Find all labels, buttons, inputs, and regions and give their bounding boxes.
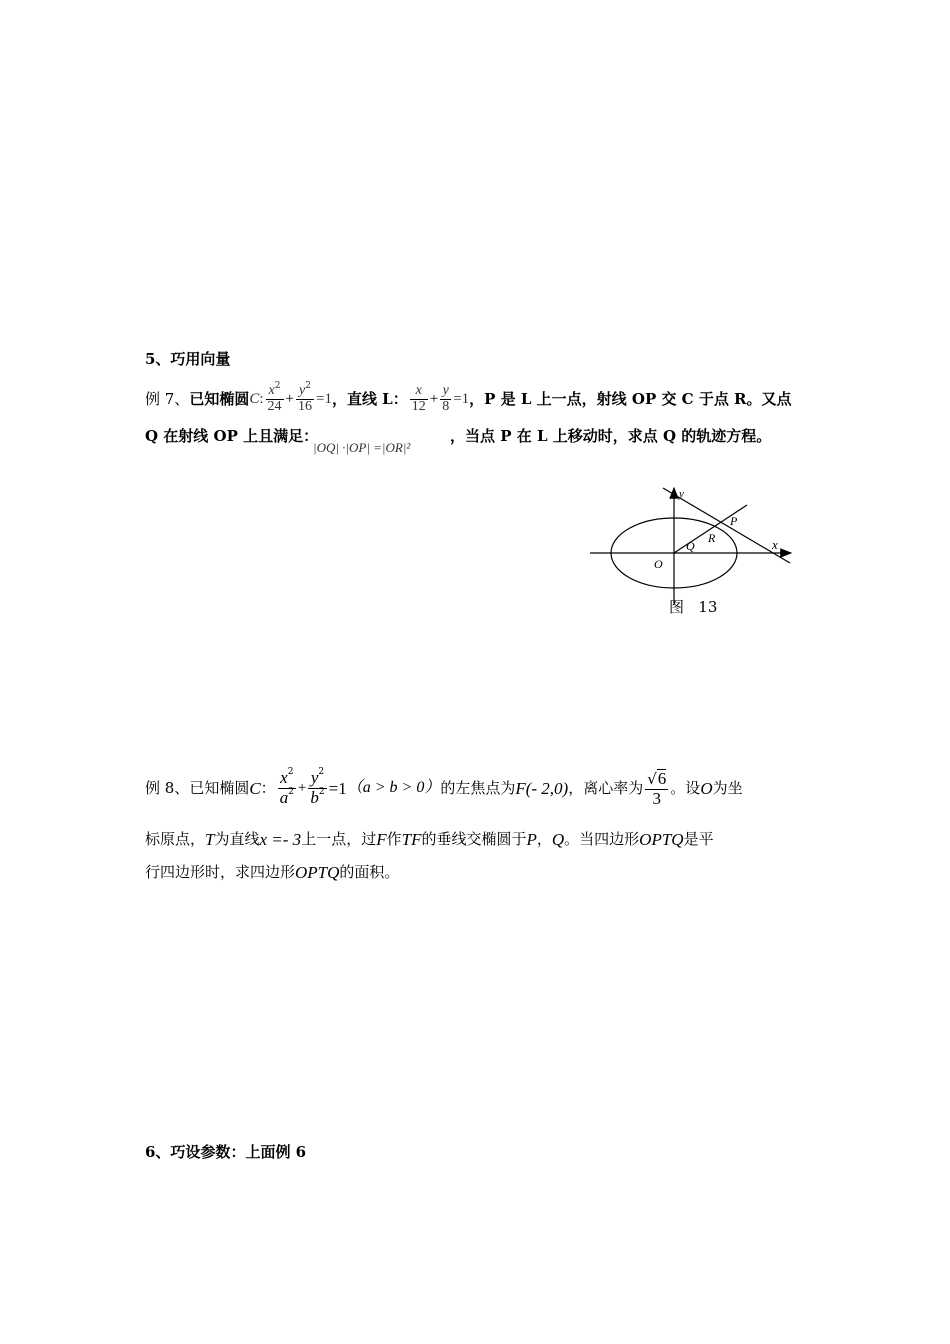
example-8-line-3 [145,861,399,883]
point-t: T [205,829,215,849]
left-focus: F(- 2,0) [515,778,569,798]
text: 标原点， [145,829,206,848]
plus-sign-2: + [429,390,439,407]
plus-sign: + [285,390,294,407]
point-f: F [376,829,387,849]
equals-one: =1 [315,390,332,407]
example-8-line-1 [145,764,743,812]
denominator: 12 [411,398,426,414]
label-p: P [730,514,738,528]
example-7-line-1 [145,378,792,420]
origin-var: O [700,778,713,798]
parameter-condition: （a > b > 0） [346,779,441,796]
example-8-text-4: 。设 [670,778,701,797]
label-o: O [654,557,663,571]
example-7-line-2-start: Q 在射线 OP 上且满足： [145,427,319,445]
label-x: x [772,537,778,552]
text: 的垂线交椭圆于 [421,829,527,848]
example-7-text-2: ，直线 L： [331,389,408,408]
figure-caption: 图 13 [669,598,718,616]
numerator: x [280,767,288,787]
example-8-text-3: ，离心率为 [568,778,644,797]
text: 。当四边形 [564,829,640,848]
numerator: y [440,384,451,400]
numerator: y [299,383,306,399]
numerator: x [268,383,275,399]
fraction-x2-over-24: $\frac{x^2}{24}$ [267,381,282,414]
text: 上一点，过 [301,829,377,848]
plus-sign: + [297,779,307,796]
example-8-text-5: 为坐 [712,778,743,797]
fraction-x2-over-a2: $\frac{x^2}{a^2}$ [279,766,294,807]
example-7-text: 已知椭圆 [189,389,250,408]
denominator: 24 [267,399,282,414]
section-6-title: 6、巧设参数：上面例 6 [145,1143,307,1161]
example-8-text-2: 的左焦点为 [440,778,516,797]
point-p: P [526,829,537,849]
equals-one: =1 [328,778,347,798]
example-8-line-2 [145,828,714,850]
fraction-y-over-8 [440,384,451,414]
example-7-line-2-end: ，当点 P 在 L 上移动时，求点 Q 的轨迹方程。 [450,427,772,445]
text: 行四边形时，求四边形 [145,862,296,881]
denominator: 16 [297,399,312,414]
numerator: x [410,384,428,400]
text: 作 [386,829,402,848]
text: 是平 [683,829,714,848]
line-equation: x =- 3 [259,829,302,849]
text: 的面积。 [339,862,400,881]
example-8-label: 例 8、 [145,778,190,797]
eccentricity-fraction: $\frac{√6}{3}$ [647,768,667,808]
fraction-y2-over-b2: $\frac{y^2}{b^2}$ [310,766,325,807]
fraction-x-over-12 [410,384,428,414]
point-q: Q [551,829,565,849]
example-7-label: 例 7、 [145,389,190,408]
segment-tf: TF [401,829,422,849]
example-7-text-3: ，P 是 L 上一点，射线 OP 交 C 于点 R。又点 [469,389,792,408]
sqrt-radicand: 6 [657,768,667,788]
equals-one-2: =1 [453,390,470,407]
colon: : [259,390,264,407]
label-r: R [708,531,716,545]
label-q: Q [686,539,695,553]
example-8-text: 已知椭圆 [189,778,250,797]
denominator: 8 [442,398,450,414]
denominator: a [279,787,289,807]
text: ， [536,829,552,848]
ellipse-name: C [249,390,260,407]
text: 为直线 [214,829,260,848]
denominator: 3 [652,788,662,808]
section-5-title: 5、巧用向量 [145,350,231,368]
fraction-y2-over-16: $\frac{y^2}{16}$ [297,381,312,414]
colon: ： [260,778,276,797]
ellipse-name: C [249,778,261,798]
label-y: y [679,488,684,500]
vector-condition: |OQ| ·|OP| =|OR|² [313,440,411,455]
quadrilateral-optq-2: OPTQ [295,862,340,882]
denominator: b [310,787,319,807]
figure-13-diagram [585,480,805,620]
quadrilateral-optq: OPTQ [639,829,684,849]
numerator: y [310,767,319,787]
